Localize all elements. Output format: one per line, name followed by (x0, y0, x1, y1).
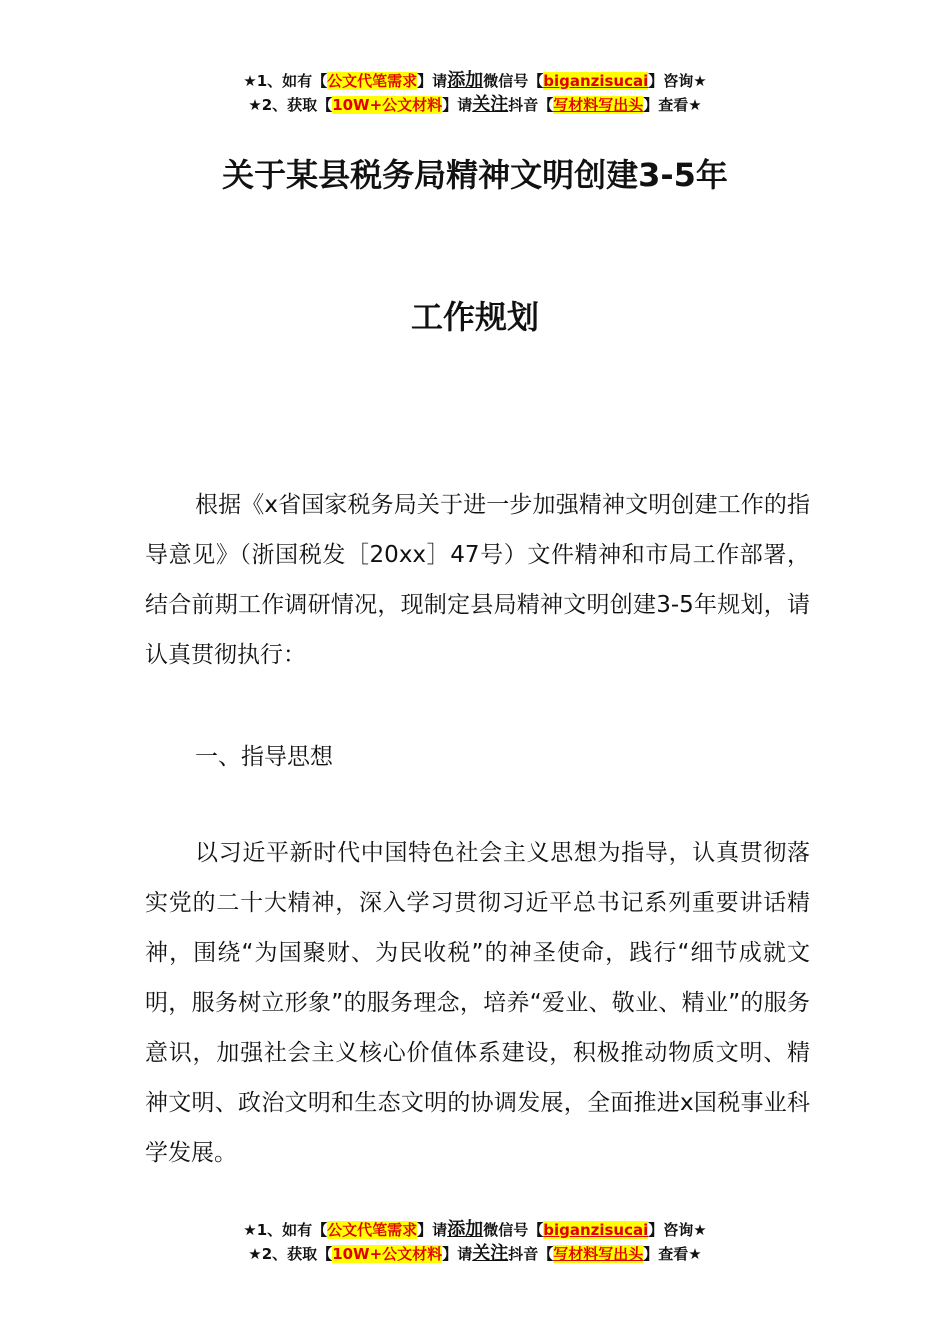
text: ★1、如有【 (243, 1221, 328, 1239)
doc-title-line-2: 工作规划 (410, 298, 539, 336)
text: 微信号【 (483, 1221, 544, 1239)
text: 】请 (417, 72, 448, 90)
highlight: 10W+公文材料 (332, 96, 443, 114)
text: 抖音【 (508, 1245, 554, 1263)
text: ★2、获取【 (248, 1245, 333, 1263)
paragraph-intro: 根据《x省国家税务局关于进一步加强精神文明创建工作的指导意见》（浙国税发［20xx］47号）文件精神和市局工作部署，结合前期工作调研情况，现制定县局精神文明创建3-5年规划，请认真贯彻执行： (145, 492, 810, 668)
banner-line-1 (0, 1218, 950, 1242)
text: 关注 (472, 94, 509, 115)
bottom-banner (0, 1218, 950, 1266)
highlight: 公文代笔需求 (327, 72, 418, 90)
text: 抖音【 (508, 96, 554, 114)
text: 添加 (447, 1219, 484, 1240)
banner-line-2 (0, 1242, 950, 1266)
text: 】咨询★ (648, 72, 707, 90)
text: 】查看★ (643, 96, 702, 114)
paragraph-guiding-thought: 以习近平新时代中国特色社会主义思想为指导，认真贯彻落实党的二十大精神，深入学习贯彻习近平总书记系列重要讲话精神，围绕“为国聚财、为民收税”的神圣使命，践行“细节成就文明，服务树立形象”的服务理念，培养“爱业、敬业、精业”的服务意识，加强社会主义核心价值体系建设，积极推动物质文明、精神文明、政治文明和生态文明的协调发展，全面推进x国税事业科学发展。 (145, 840, 810, 1166)
highlight: 10W+公文材料 (332, 1245, 443, 1263)
wechat-id: biganzisucai (543, 72, 649, 90)
highlight: 公文代笔需求 (327, 1221, 418, 1239)
text: 】请 (417, 1221, 448, 1239)
text: 添加 (447, 70, 484, 91)
section-heading: 一、指导思想 (195, 744, 333, 770)
text: 微信号【 (483, 72, 544, 90)
douyin-id: 写材料写出头 (553, 1245, 644, 1263)
text: 关注 (472, 1243, 509, 1264)
banner-line-2 (0, 93, 950, 117)
top-banner (0, 69, 950, 117)
douyin-id: 写材料写出头 (553, 96, 644, 114)
doc-title-line-1: 关于某县税务局精神文明创建3-5年 (222, 156, 728, 194)
text: 】请 (442, 1245, 473, 1263)
text: 】查看★ (643, 1245, 702, 1263)
text: ★1、如有【 (243, 72, 328, 90)
text: 】咨询★ (648, 1221, 707, 1239)
wechat-id: biganzisucai (543, 1221, 649, 1239)
text: 】请 (442, 96, 473, 114)
banner-line-1 (0, 69, 950, 93)
text: ★2、获取【 (248, 96, 333, 114)
